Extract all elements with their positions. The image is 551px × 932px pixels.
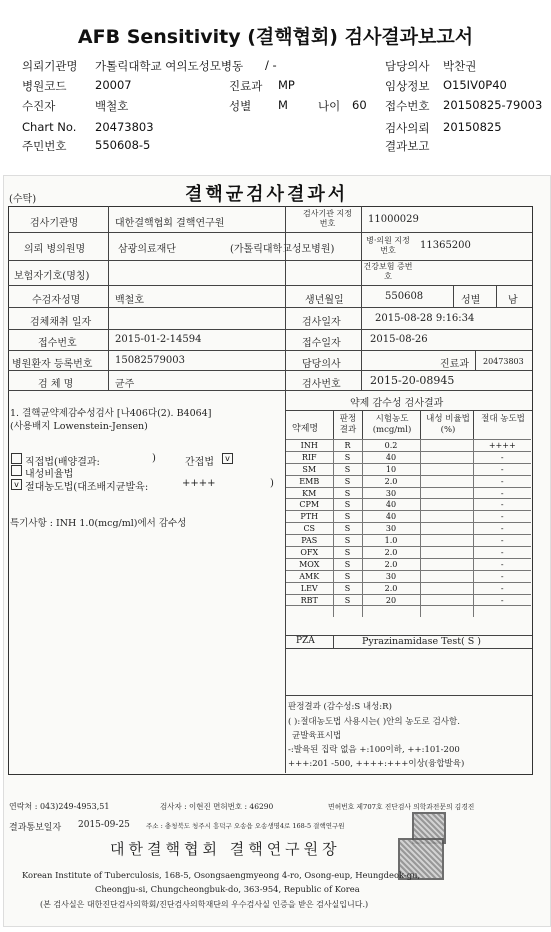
hospital-no-label: 병·의원 지정번호	[366, 236, 410, 255]
susc-drug: SM	[286, 463, 333, 475]
chart-no-label: Chart No.	[22, 120, 77, 134]
sex-value: M	[278, 98, 288, 112]
susc-result: S	[333, 582, 362, 594]
susc-ratio	[420, 463, 473, 475]
susc-conc: 30	[362, 523, 420, 535]
susc-ratio	[420, 487, 473, 499]
legend-3: 균발육표시법	[292, 731, 342, 741]
susc-row	[286, 523, 531, 535]
susc-conc: 2.0	[362, 582, 420, 594]
susc-ratio	[420, 535, 473, 547]
susc-conc: 10	[362, 463, 420, 475]
specimen-label: 검 체 명	[38, 379, 74, 390]
certification: (본 검사실은 대한진단검사의학회/진단검사의학재단의 우수검사실 인증을 받은 검사실입니다.)	[40, 900, 369, 909]
susc-absolute: -	[473, 594, 531, 606]
pza-label: PZA	[296, 636, 315, 646]
susc-drug: OFX	[286, 547, 333, 559]
susc-absolute: -	[473, 487, 531, 499]
receipt-value: 2015-01-2-14594	[115, 334, 202, 345]
tester-2: 면허번호 제707호 진단검사 의학과전문의 김경진	[328, 803, 475, 811]
susc-row	[286, 463, 531, 475]
opt-direct: 직접법(배양결과:	[25, 457, 100, 468]
doctor-label: 담당의사	[385, 59, 430, 73]
susc-absolute: -	[473, 582, 531, 594]
susc-ratio	[420, 558, 473, 570]
susc-absolute: -	[473, 511, 531, 523]
susc-result: S	[333, 570, 362, 582]
age-label: 나이	[318, 99, 341, 113]
susc-absolute: -	[473, 570, 531, 582]
susc-drug: RIF	[286, 451, 333, 463]
dept-value: MP	[278, 78, 295, 92]
clinical-info-value: O15IV0P40	[443, 78, 507, 92]
org-name: 대한결핵협회 결핵연구원장	[110, 840, 341, 858]
name-value: 백철호	[115, 295, 144, 306]
susc-absolute: -	[473, 463, 531, 475]
susc-conc: 2.0	[362, 547, 420, 559]
susc-ratio	[420, 523, 473, 535]
susc-title: 약제 감수성 검사결과	[350, 398, 444, 409]
doctor-label-doc: 담당의사	[302, 359, 341, 370]
receipt-no-label: 접수번호	[385, 99, 430, 113]
dept-label-doc: 진료과	[440, 359, 469, 370]
susc-header-result: 판정 결과	[339, 414, 357, 435]
opt-absolute: 절대농도법(대조배지균발육:	[25, 482, 149, 493]
susc-conc: 40	[362, 511, 420, 523]
opt-absolute-val: ++++	[182, 478, 216, 489]
test-line-1: 1. 결핵균약제감수성검사 [나406다(2). B4064]	[10, 408, 212, 419]
opt-direct-close: )	[152, 453, 156, 464]
susc-conc: 20	[362, 594, 420, 606]
hospital-label: 의뢰 병의원명	[24, 244, 86, 255]
susc-result: S	[333, 535, 362, 547]
hospital-paren: (가톨릭대학교성모병원)	[230, 244, 335, 255]
opt-absolute-close: )	[270, 478, 274, 489]
resist-checkbox	[11, 465, 22, 476]
susc-row	[286, 570, 531, 582]
hospital-code-value: 20007	[95, 78, 132, 92]
sex-label-doc: 성별	[461, 295, 481, 306]
id-value: 550608-5	[95, 138, 151, 152]
susc-ratio	[420, 451, 473, 463]
susc-drug: PAS	[286, 535, 333, 547]
institution-value: 가톨릭대학교 여의도성모병동	[95, 59, 244, 73]
request-value: 20150825	[443, 120, 502, 134]
susc-header-absolute: 절대 농도법	[481, 414, 525, 424]
special-note: 특기사항 : INH 1.0(mcg/ml)에서 감수성	[10, 518, 187, 529]
susc-row	[286, 499, 531, 511]
susc-drug: CS	[286, 523, 333, 535]
susc-row	[286, 451, 531, 463]
testno-value: 2015-20-08945	[370, 374, 455, 387]
susc-row	[286, 475, 531, 487]
susc-conc: 30	[362, 570, 420, 582]
legend-2: ( ):절대농도법 사용시는( )안의 농도로 검사함.	[288, 717, 460, 727]
susc-drug: CPM	[286, 499, 333, 511]
receiptdate-label: 접수일자	[302, 338, 341, 349]
document-title: 결핵균검사결과서	[185, 184, 349, 205]
indirect-checkbox: v	[222, 453, 233, 464]
susc-row-empty	[286, 606, 531, 617]
testno-label: 검사번호	[302, 379, 341, 390]
birth-label: 생년월일	[305, 295, 344, 306]
susc-result: S	[333, 451, 362, 463]
report-date-label: 결과통보일자	[9, 823, 62, 833]
susc-result: S	[333, 463, 362, 475]
specimen-value: 균주	[115, 379, 135, 390]
susc-header-drug: 약제명	[292, 424, 319, 434]
absolute-checkbox: v	[11, 479, 22, 490]
susc-result: S	[333, 487, 362, 499]
institution-extra: / -	[265, 58, 277, 72]
susc-ratio	[420, 511, 473, 523]
susc-drug: KM	[286, 487, 333, 499]
opt-indirect: 간접법	[185, 457, 214, 468]
susc-drug: INH	[286, 440, 333, 452]
collect-label: 검체채취 일자	[30, 317, 92, 328]
testdate-value: 2015-08-28 9:16:34	[375, 313, 475, 324]
legend-1: 판정결과 (감수성:S 내성:R)	[288, 702, 392, 712]
request-label: 검사의뢰	[385, 121, 430, 135]
birth-value: 550608	[385, 291, 424, 302]
susc-ratio	[420, 499, 473, 511]
susc-absolute: -	[473, 547, 531, 559]
susc-absolute: ++++	[473, 440, 531, 452]
patient-label: 수진자	[22, 99, 56, 113]
name-label: 수검자성명	[32, 295, 81, 306]
lab-no-label: 검사기관 지정번호	[303, 209, 352, 228]
susc-result: S	[333, 558, 362, 570]
susc-header-ratio: 내성 비율법(%)	[426, 414, 470, 435]
susc-row	[286, 594, 531, 606]
report-date-value: 2015-09-25	[78, 820, 130, 830]
testdate-label: 검사일자	[302, 317, 341, 328]
susc-ratio	[420, 594, 473, 606]
susc-drug: AMK	[286, 570, 333, 582]
chart-no-value: 20473803	[95, 120, 154, 134]
susc-absolute: -	[473, 475, 531, 487]
susc-ratio	[420, 475, 473, 487]
direct-checkbox	[11, 453, 22, 464]
lab-value: 대한결핵협회 결핵연구원	[115, 218, 225, 229]
susc-drug: PTH	[286, 511, 333, 523]
id-label: 주민번호	[22, 139, 67, 153]
susc-drug: EMB	[286, 475, 333, 487]
susc-row	[286, 487, 531, 499]
susc-result: S	[333, 523, 362, 535]
susc-result: S	[333, 511, 362, 523]
sex-value-doc: 남	[508, 295, 518, 306]
test-line-2: (사용배지 Lowenstein-Jensen)	[10, 421, 148, 432]
report-title: AFB Sensitivity (결핵협회) 검사결과보고서	[77, 26, 474, 48]
susc-conc: 30	[362, 487, 420, 499]
opt-resist: 내성비율법	[25, 469, 74, 480]
susc-table	[286, 439, 531, 617]
legend-4: -:발육된 집락 없음 +:100이하, ++:101-200	[288, 745, 460, 755]
receiptdate-value: 2015-08-26	[370, 334, 428, 345]
result-report-label: 결과보고	[385, 139, 430, 153]
hospital-value: 삼광의료재단	[118, 244, 176, 255]
susc-drug: LEV	[286, 582, 333, 594]
susc-result: S	[333, 499, 362, 511]
susc-row	[286, 558, 531, 570]
regno-label: 병원환자 등록번호	[12, 359, 93, 370]
susc-absolute: -	[473, 558, 531, 570]
susc-ratio	[420, 547, 473, 559]
receipt-no-value: 20150825-79003	[443, 98, 543, 112]
eng-address-2: Cheongju-si, Chungcheongbuk-do, 363-954, Republic of Korea	[95, 884, 360, 894]
susc-drug: RBT	[286, 594, 333, 606]
susc-result: S	[333, 594, 362, 606]
susc-absolute: -	[473, 523, 531, 535]
susc-header	[286, 411, 531, 441]
doctor-value: 박찬권	[443, 59, 477, 73]
corner-tag: (수탁)	[9, 194, 37, 205]
tester: 검사자 : 이현진 면허번호 : 46290	[160, 802, 274, 811]
susc-row	[286, 547, 531, 559]
susc-result: R	[333, 440, 362, 452]
hospital-no-value: 11365200	[420, 240, 471, 251]
susc-ratio	[420, 582, 473, 594]
insured-label: 보험자기호(명칭)	[14, 271, 90, 282]
susc-absolute: -	[473, 451, 531, 463]
susc-absolute: -	[473, 499, 531, 511]
susc-row	[286, 535, 531, 547]
legend-5: +++:201 -500, ++++:+++이상(융합발육)	[288, 759, 465, 769]
susc-ratio	[420, 440, 473, 452]
lab-no-value: 11000029	[368, 214, 419, 225]
regno-value: 15082579003	[115, 355, 185, 366]
address: 주소 : 충청북도 청주시 흥덕구 오송읍 오송생명4로 168-5 결핵연구원	[146, 822, 345, 830]
pza-value: Pyrazinamidase Test( S )	[362, 636, 481, 647]
susc-conc: 40	[362, 451, 420, 463]
receipt-label: 접수번호	[38, 338, 77, 349]
age-value: 60	[352, 98, 367, 112]
institution-label: 의뢰기관명	[22, 59, 78, 73]
susc-row	[286, 511, 531, 523]
dept-value-doc: 20473803	[483, 357, 524, 366]
susc-result: S	[333, 475, 362, 487]
dept-label: 진료과	[229, 79, 263, 93]
contact: 연락처 : 043)249-4953,51	[9, 802, 110, 811]
patient-value: 백철호	[95, 99, 129, 113]
hospital-code-label: 병원코드	[22, 79, 67, 93]
susc-conc: 2.0	[362, 475, 420, 487]
sex-label: 성별	[229, 99, 252, 113]
eng-address-1: Korean Institute of Tuberculosis, 168-5, Osongsaengmyeong 4-ro, Osong-eup, Heungdeok-gu,	[22, 870, 421, 880]
susc-conc: 40	[362, 499, 420, 511]
susc-conc: 2.0	[362, 558, 420, 570]
lab-label: 검사기관명	[30, 218, 79, 229]
susc-row	[286, 582, 531, 594]
susc-conc: 1.0	[362, 535, 420, 547]
susc-conc: 0.2	[362, 440, 420, 452]
susc-result: S	[333, 547, 362, 559]
susc-absolute: -	[473, 535, 531, 547]
susc-ratio	[420, 570, 473, 582]
susc-row	[286, 440, 531, 452]
susc-drug: MOX	[286, 558, 333, 570]
clinical-info-label: 임상정보	[385, 79, 430, 93]
insurance-no-label: 건강보험 증번호	[363, 262, 413, 281]
susc-header-conc: 시험농도 (mcg/ml)	[372, 414, 412, 435]
